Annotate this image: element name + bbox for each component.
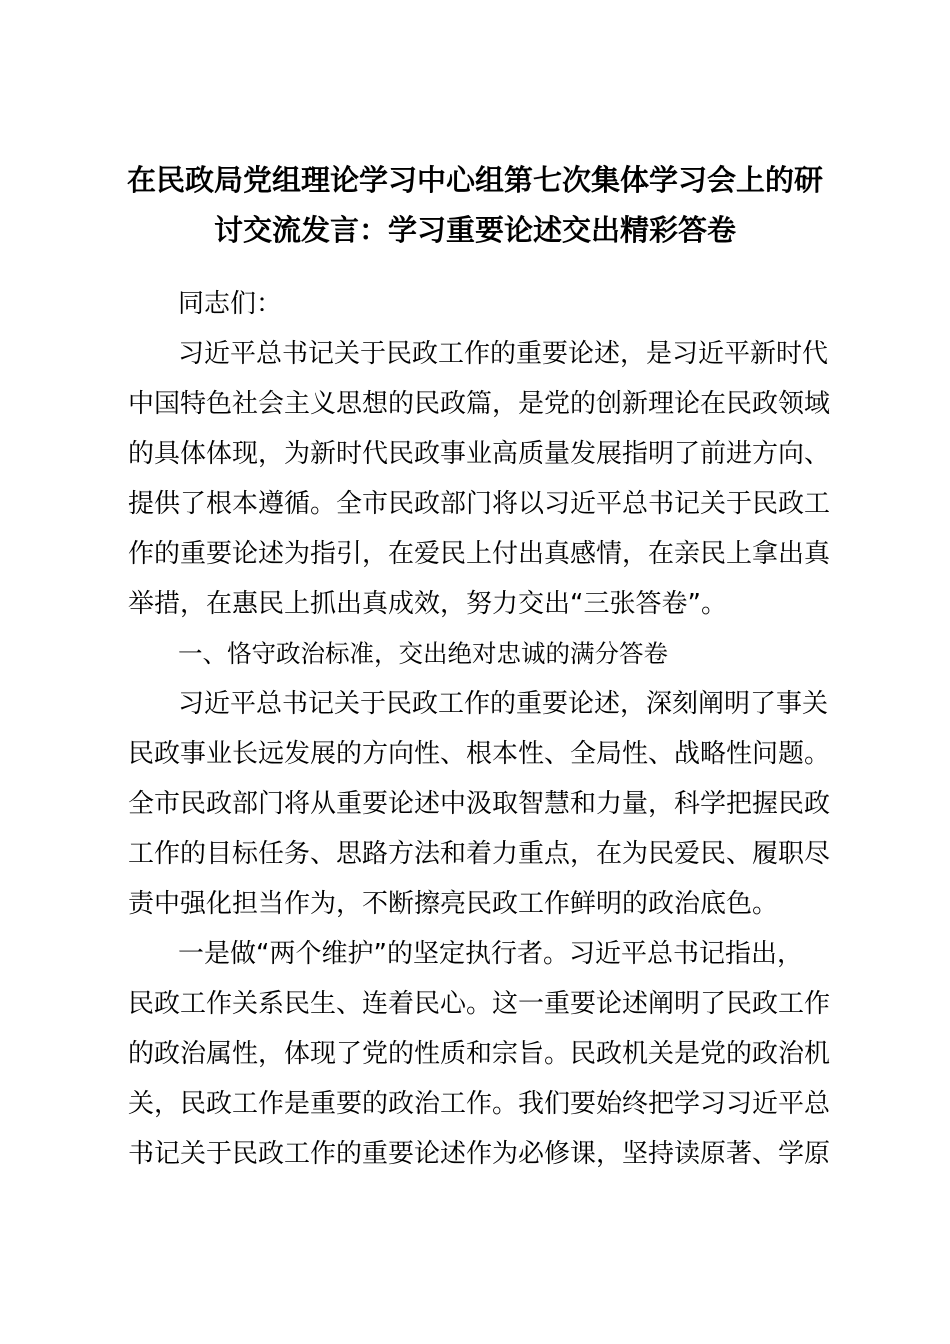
paragraph-3-line-4: 关，民政工作是重要的政治工作。我们要始终把学习习近平总	[128, 1089, 831, 1119]
paragraph-2-line-1: 习近平总书记关于民政工作的重要论述，深刻阐明了事关	[178, 689, 829, 719]
paragraph-1-line-5: 作的重要论述为指引，在爱民上付出真感情，在亲民上拿出真	[128, 539, 831, 569]
paragraph-3-line-2: 民政工作关系民生、连着民心。这一重要论述阐明了民政工作	[128, 989, 831, 1019]
paragraph-3-line-3: 的政治属性，体现了党的性质和宗旨。民政机关是党的政治机	[128, 1039, 831, 1069]
paragraph-2-line-4: 工作的目标任务、思路方法和着力重点，在为民爱民、履职尽	[128, 839, 831, 869]
paragraph-2-line-2: 民政事业长远发展的方向性、根本性、全局性、战略性问题。	[128, 739, 831, 769]
paragraph-1-line-2: 中国特色社会主义思想的民政篇，是党的创新理论在民政领域	[128, 389, 831, 419]
salutation: 同志们：	[178, 289, 283, 319]
paragraph-2-line-3: 全市民政部门将从重要论述中汲取智慧和力量，科学把握民政	[128, 789, 831, 819]
paragraph-1-line-3: 的具体体现，为新时代民政事业高质量发展指明了前进方向、	[128, 439, 831, 469]
paragraph-1-line-1: 习近平总书记关于民政工作的重要论述，是习近平新时代	[178, 339, 829, 369]
document-title-line-1: 在民政局党组理论学习中心组第七次集体学习会上的研	[126, 163, 823, 197]
paragraph-2-line-5: 责中强化担当作为，不断擦亮民政工作鲜明的政治底色。	[128, 889, 779, 919]
paragraph-3-line-1: 一是做“两个维护”的坚定执行者。习近平总书记指出，	[178, 939, 803, 969]
document-title-line-2: 讨交流发言：学习重要论述交出精彩答卷	[213, 213, 736, 247]
section-1-heading: 一、恪守政治标准，交出绝对忠诚的满分答卷	[178, 639, 668, 668]
paragraph-1-line-6: 举措，在惠民上抓出真成效，努力交出“三张答卷”。	[128, 589, 727, 619]
paragraph-3-line-5: 书记关于民政工作的重要论述作为必修课，坚持读原著、学原	[128, 1139, 831, 1169]
paragraph-1-line-4: 提供了根本遵循。全市民政部门将以习近平总书记关于民政工	[128, 489, 831, 519]
